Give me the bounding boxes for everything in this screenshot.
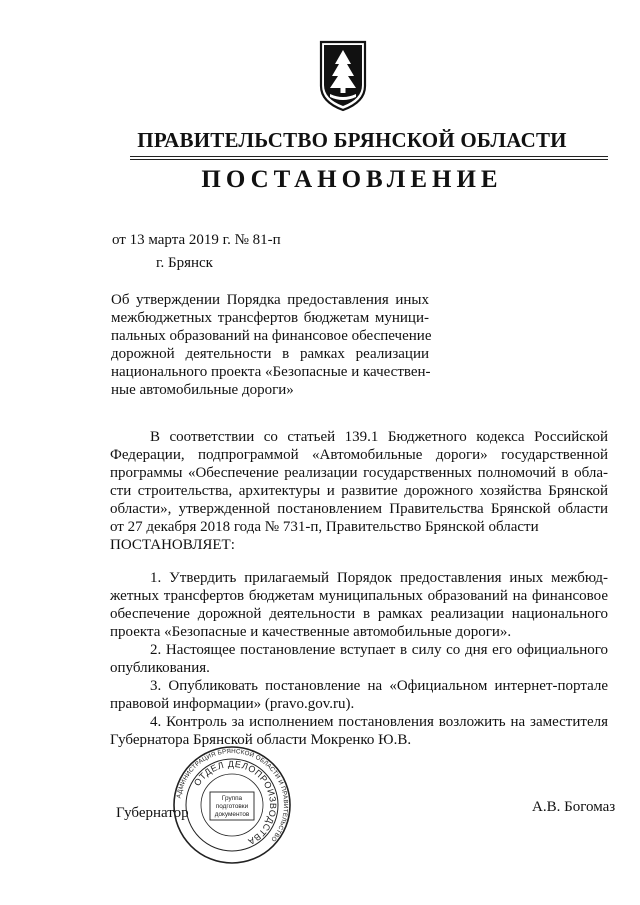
document-date-number: от 13 марта 2019 г. № 81-п <box>112 232 281 248</box>
header-divider-bottom <box>130 159 608 160</box>
preamble-line: программы «Обеспечение реализации государственных полномочий в обла- <box>110 465 608 481</box>
item-line: проекта «Безопасные и качественные автомобильные дороги». <box>110 624 512 640</box>
subject-line: пальных образований на финансовое обеспечение <box>111 328 432 344</box>
stamp-center-line: Группа <box>221 795 243 802</box>
signatory-role: Губернатор <box>116 805 189 821</box>
stamp-center-line: документов <box>214 811 250 818</box>
item-line: 2. Настоящее постановление вступает в силу со дня его официального <box>150 642 608 658</box>
document-city: г. Брянск <box>156 255 213 271</box>
subject-line: ные автомобильные дороги» <box>111 382 294 398</box>
preamble-line: ПОСТАНОВЛЯЕТ: <box>110 537 235 553</box>
official-stamp <box>172 745 292 865</box>
resolution-item-4 <box>110 713 608 749</box>
organization-name: ПРАВИТЕЛЬСТВО БРЯНСКОЙ ОБЛАСТИ <box>137 128 567 152</box>
item-line: Губернатора Брянской области Мокренко Ю.В. <box>110 732 412 748</box>
subject-line: дорожной деятельности в рамках реализации <box>111 346 429 362</box>
item-line: 3. Опубликовать постановление на «Официальном интернет-портале <box>150 678 608 694</box>
resolution-items <box>110 569 608 749</box>
resolution-item-3 <box>110 677 608 713</box>
subject-line: межбюджетных трансфертов бюджетам муници- <box>111 310 429 326</box>
subject-line: национального проекта «Безопасные и качествен- <box>111 364 431 380</box>
item-line: жетных трансфертов бюджетам муниципальных образований на финансовое <box>110 588 608 604</box>
signatory-name: А.В. Богомаз <box>532 799 616 815</box>
header-divider-top <box>130 156 608 157</box>
preamble-line: от 27 декабря 2018 года № 731-п, Правительство Брянской области <box>110 519 539 535</box>
stamp-outer-text: АДМИНИСТРАЦИЯ БРЯНСКОЙ ОБЛАСТИ И ПРАВИТЕЛЬСТВО <box>175 747 290 843</box>
item-line: 4. Контроль за исполнением постановления возложить на заместителя <box>150 714 608 730</box>
item-line: обеспечение дорожной деятельности в рамках реализации национального <box>110 606 608 622</box>
document-subject <box>111 291 432 399</box>
resolution-item-2 <box>110 641 608 677</box>
item-line: 1. Утвердить прилагаемый Порядок предоставления иных межбюд- <box>150 570 608 586</box>
preamble-line: Федерации, подпрограммой «Автомобильные дороги» государственной <box>110 447 608 463</box>
coat-of-arms-icon <box>318 40 368 112</box>
preamble-line: В соответствии со статьей 139.1 Бюджетного кодекса Российской <box>150 429 608 445</box>
document-type-title: ПОСТАНОВЛЕНИЕ <box>201 166 503 193</box>
item-line: опубликования. <box>110 660 210 676</box>
preamble-line: сти строительства, архитектуры и развитие дорожного хозяйства Брянской <box>110 483 608 499</box>
preamble-line: области», утвержденной постановлением Правительства Брянской области <box>110 501 608 517</box>
stamp-center-line: подготовки <box>215 803 249 810</box>
stamp-middle-text: ОТДЕЛ ДЕЛОПРОИЗВОДСТВА <box>191 758 279 848</box>
item-line: правовой информации» (pravo.gov.ru). <box>110 696 355 712</box>
subject-line: Об утверждении Порядка предоставления иных <box>111 292 429 308</box>
preamble-paragraph <box>110 428 608 554</box>
resolution-item-1 <box>110 569 608 641</box>
